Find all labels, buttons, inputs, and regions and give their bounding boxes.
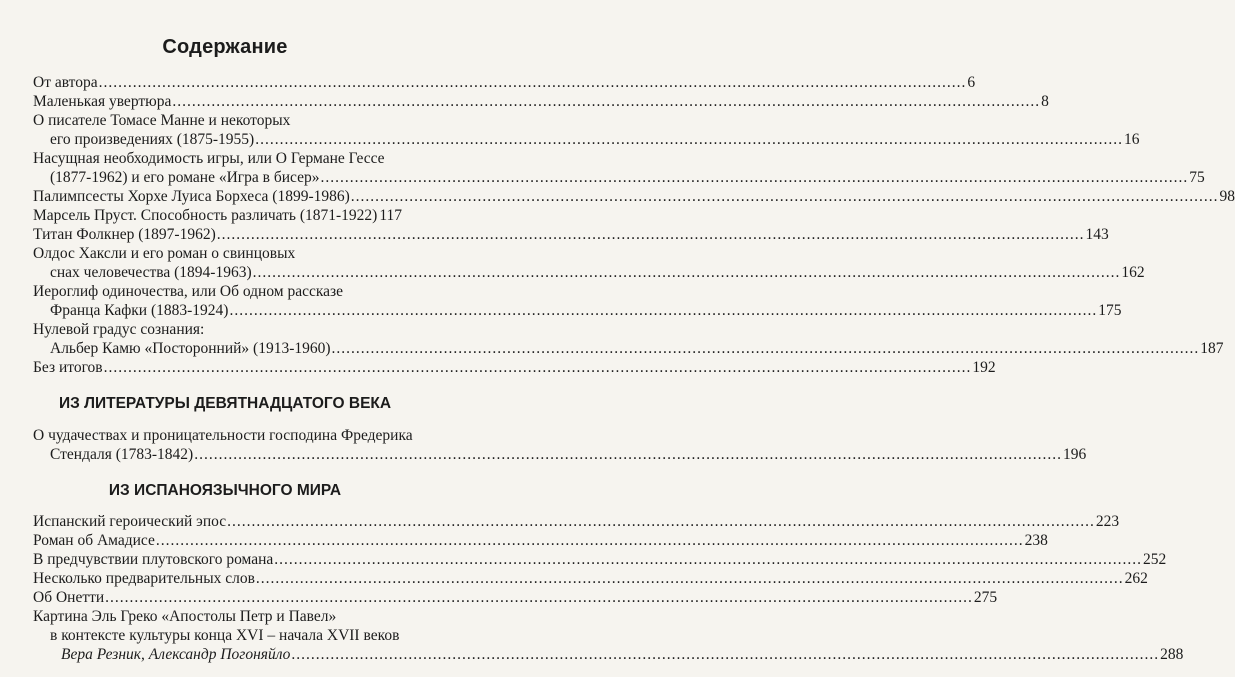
- dot-leader: [274, 551, 1142, 569]
- toc-entry-camus-line1[interactable]: Нулевой градус сознания:: [33, 321, 205, 338]
- toc-entry-mann[interactable]: [50, 131, 1140, 149]
- dot-leader: [256, 570, 1124, 588]
- entry-title: Марсель Пруст. Способность различать (1871-1922): [33, 207, 378, 224]
- entry-page: 262: [1124, 570, 1148, 587]
- dot-leader: [229, 302, 1097, 320]
- toc-entry-ot-avtora[interactable]: [33, 74, 976, 92]
- dot-leader: [253, 264, 1121, 282]
- toc-entry-mann-line1[interactable]: О писателе Томасе Манне и некоторых: [33, 112, 291, 129]
- entry-title: (1877-1962) и его романе «Игра в бисер»: [50, 169, 320, 186]
- toc-entry-kafka[interactable]: [50, 302, 1122, 320]
- toc-entry-borges[interactable]: [33, 188, 1235, 206]
- entry-title: Стендаля (1783-1842): [50, 446, 194, 463]
- toc-entry-gesse[interactable]: [50, 169, 1205, 187]
- entry-title: Альбер Камю «Посторонний» (1913-1960): [50, 340, 331, 357]
- toc-entry-greco-line1[interactable]: Картина Эль Греко «Апостолы Петр и Павел»: [33, 608, 337, 625]
- entry-title: В предчувствии плутовского романа: [33, 551, 274, 568]
- entry-page: 223: [1095, 513, 1120, 530]
- entry-title: Маленькая увертюра: [33, 93, 172, 110]
- toc-entry-stendhal-line1[interactable]: О чудачествах и проницательности господина Фредерика: [33, 427, 413, 444]
- entry-page: 6: [967, 74, 976, 91]
- dot-leader: [105, 589, 973, 607]
- entry-title: Палимпсесты Хорхе Луиса Борхеса (1899-1986): [33, 188, 350, 205]
- entry-page: 98: [1219, 188, 1235, 205]
- entry-title: Роман об Амадисе: [33, 532, 155, 549]
- toc-entry-stendhal[interactable]: [50, 446, 1087, 464]
- toc-entry-gesse-line1[interactable]: Насущная необходимость игры, или О Германе Гессе: [33, 150, 385, 167]
- dot-leader: [332, 340, 1200, 358]
- dot-leader: [104, 359, 972, 377]
- toc-entry-huxley[interactable]: [50, 264, 1145, 282]
- toc-entry-picaresque[interactable]: [33, 551, 1167, 569]
- entry-title: Об Онетти: [33, 589, 105, 606]
- entry-page: 238: [1024, 532, 1048, 549]
- entry-page: 187: [1200, 340, 1224, 357]
- dot-leader: [217, 226, 1085, 244]
- entry-page: 117: [379, 207, 403, 224]
- section-heading-spanish-world: ИЗ ИСПАНОЯЗЫЧНОГО МИРА: [108, 482, 342, 499]
- dot-leader: [172, 93, 1040, 111]
- toc-entry-proust[interactable]: [33, 207, 403, 225]
- dot-leader: [351, 188, 1219, 206]
- entry-page: 175: [1098, 302, 1122, 319]
- toc-entry-amadis[interactable]: [33, 532, 1048, 550]
- page-title: Содержание: [162, 36, 288, 58]
- toc-entry-faulkner[interactable]: [33, 226, 1109, 244]
- entry-page: 75: [1189, 169, 1205, 186]
- entry-page: 288: [1160, 646, 1184, 663]
- toc-entry-bez-itogov[interactable]: [33, 359, 996, 377]
- toc-entry-uvertyura[interactable]: [33, 93, 1049, 111]
- entry-page: 162: [1121, 264, 1145, 281]
- dot-leader: [227, 513, 1095, 531]
- entry-page: 252: [1143, 551, 1167, 568]
- entry-page: 143: [1085, 226, 1109, 243]
- dot-leader: [156, 532, 1024, 550]
- entry-title: Без итогов: [33, 359, 103, 376]
- dot-leader: [255, 131, 1123, 149]
- entry-page: 8: [1041, 93, 1049, 110]
- toc-entry-camus[interactable]: [50, 340, 1224, 358]
- dot-leader: [99, 74, 967, 92]
- toc-entry-greco-line2[interactable]: в контексте культуры конца XVI – начала XVII веков: [50, 627, 400, 644]
- entry-title: Несколько предварительных слов: [33, 570, 255, 587]
- toc-entry-onetti[interactable]: [33, 589, 998, 607]
- dot-leader: [291, 646, 1159, 664]
- entry-page: 16: [1123, 131, 1140, 148]
- dot-leader: [320, 169, 1188, 187]
- section-heading-19th-century: ИЗ ЛИТЕРАТУРЫ ДЕВЯТНАДЦАТОГО ВЕКА: [58, 395, 392, 412]
- entry-title: Титан Фолкнер (1897-1962): [33, 226, 216, 243]
- entry-title: его произведениях (1875-1955): [50, 131, 255, 148]
- toc-entry-kafka-line1[interactable]: Иероглиф одиночества, или Об одном рассказе: [33, 283, 344, 300]
- dot-leader: [194, 446, 1062, 464]
- toc-entry-epos[interactable]: [33, 513, 1120, 531]
- toc-entry-huxley-line1[interactable]: Олдос Хаксли и его роман о свинцовых: [33, 245, 296, 262]
- entry-page: 192: [972, 359, 996, 376]
- entry-title: Франца Кафки (1883-1924): [50, 302, 229, 319]
- entry-page: 275: [973, 589, 998, 606]
- toc-entry-greco[interactable]: [61, 646, 1184, 664]
- entry-title: От автора: [33, 74, 98, 91]
- entry-title: Испанский героический эпос: [33, 513, 227, 530]
- entry-authors: Вера Резник, Александр Погоняйло: [61, 646, 291, 663]
- entry-title: снах человечества (1894-1963): [50, 264, 252, 281]
- entry-page: 196: [1062, 446, 1087, 463]
- toc-entry-preliminary[interactable]: [33, 570, 1148, 588]
